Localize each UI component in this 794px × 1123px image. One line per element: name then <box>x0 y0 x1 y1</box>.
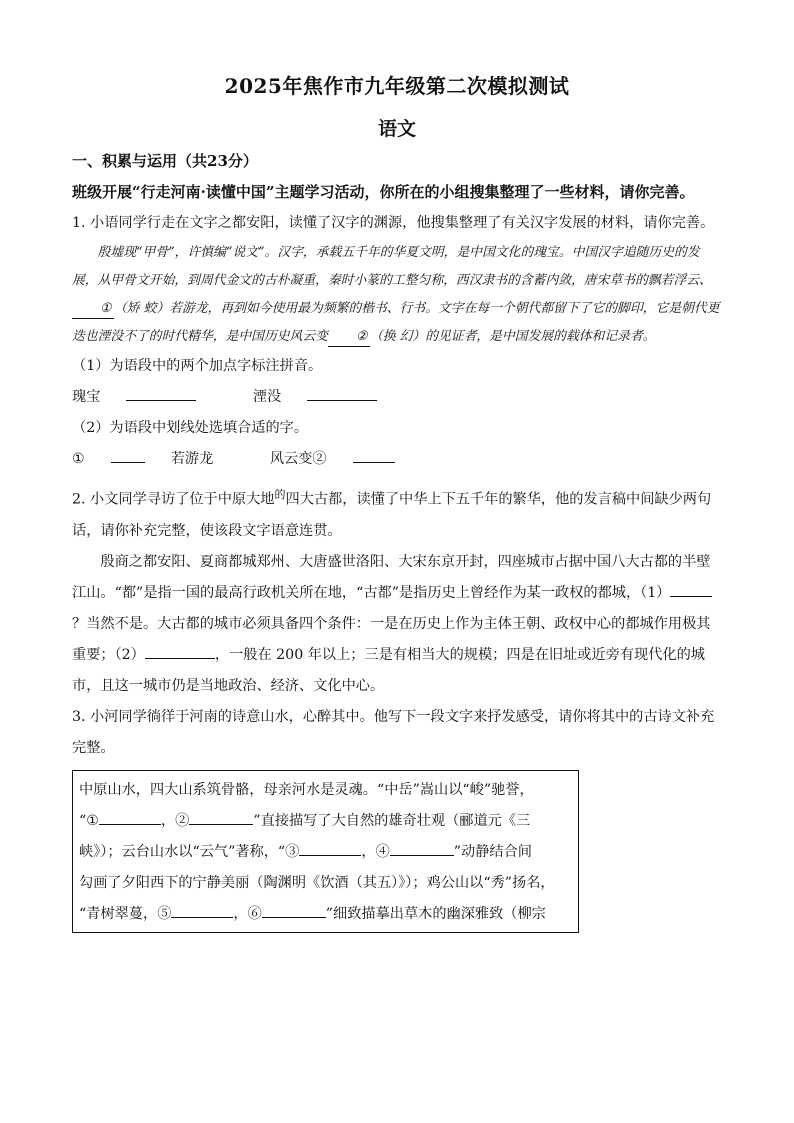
q2-stem-a: 2. 小文同学寻访了位于中原大地 <box>72 491 275 508</box>
sub-1-item-2: 湮没 <box>252 389 282 405</box>
sub-2-answers <box>72 444 724 475</box>
box-line-2-c: ”直接描写了大自然的雄奇壮观（郦道元《三 <box>253 812 531 829</box>
q2-para-b: ？当然不是。大古都的城市必须具备四个条件：一是在历史上作为主体王朝、政权中心的都城作用极其重要；（2） <box>72 615 711 663</box>
sub-2-item-2-pre: 风云变② <box>269 451 327 467</box>
box-line-5 <box>79 899 572 930</box>
section-heading: 一、积累与运用（共23分） <box>72 152 258 170</box>
passage-blank-1[interactable] <box>72 300 114 319</box>
question-2-paragraph <box>72 547 724 702</box>
pinyin-blank-1[interactable] <box>126 400 196 401</box>
q2-para-a: 殷商之都安阳、夏商都城郑州、大唐盛世洛阳、大宋东京开封，四座城市占据中国八大古都的半壁江山。“都”是指一国的最高行政机关所在地，“古都”是指历史上曾经作为某一政权的都城，（1） <box>72 553 711 601</box>
box-line-5-c: ”细致描摹出草木的幽深雅致（柳宗 <box>325 905 546 922</box>
sentence-blank-1[interactable] <box>670 596 712 597</box>
box-line-3-a: 峡》）；云台山水以“云气”著称，“③ <box>79 843 300 860</box>
sentence-blank-2[interactable] <box>145 658 215 659</box>
sub-1-answers <box>72 382 724 413</box>
box-line-2-a: “① <box>79 812 99 829</box>
poem-blank-3[interactable] <box>299 855 361 856</box>
section-intro: 班级开展“行走河南·读懂中国”主题学习活动，你所在的小组搜集整理了一些材料，请你完善。 <box>72 183 695 201</box>
box-line-1: 中原山水，四大山系筑骨骼，母亲河水是灵魂。“中岳”嵩山以“峻”驰誉， <box>79 781 534 798</box>
pinyin-blank-2[interactable] <box>307 400 377 401</box>
question-3-stem: 3. 小河同学徜徉于河南的诗意山水，心醉其中。他写下一段文字来抒发感受，请你将其中的古诗文补充完整。 <box>72 708 715 756</box>
passage-part-c: （换 幻）的见证者，是中国发展的载体和记录者。 <box>369 329 656 344</box>
sub-2-item-1-pre: ① <box>72 451 85 467</box>
box-line-3-b: ，④ <box>361 843 390 860</box>
question-2-stem <box>72 479 724 547</box>
question-1-passage <box>72 239 724 351</box>
page-title: 2025年焦作市九年级第二次模拟测试 <box>224 74 570 98</box>
q2-para-c: ，一般在 200 年以上；三是有相当大的规模；四是在旧址或近旁有现代化的城市，且这一城市仍是当地政治、经济、文化中心。 <box>72 646 705 694</box>
box-line-3 <box>79 837 572 868</box>
question-1-sub-1: （1）为语段中的两个加点字标注拼音。 <box>72 358 323 374</box>
sub-1-item-1: 瑰宝 <box>72 389 101 405</box>
char-blank-2[interactable] <box>353 462 395 463</box>
box-line-2 <box>79 806 572 837</box>
passage-part-a: 殷墟现“甲骨”，许慎编“说文”。汉字，承载五千年的华夏文明，是中国文化的瑰宝。中国汉字追随历史的发展，从甲骨文开始，到周代金文的古朴凝重，秦时小篆的工整匀称，西汉隶书的含蓄内敛，唐宋草书的飘若浮云、 <box>72 245 712 288</box>
page-subtitle: 语文 <box>377 118 416 140</box>
q2-stem-dot: 的 <box>274 488 286 501</box>
box-line-3-c: ”动静结合间 <box>453 843 532 860</box>
passage-part-b: （矫 蛟）若游龙，再到如今使用最为频繁的楷书、行书。文字在每一个朝代都留下了它的脚印，它是朝代更迭也湮没不了的时代精华，是中国历史风云变 <box>72 301 720 344</box>
box-line-5-a: “青树翠蔓，⑤ <box>79 905 172 922</box>
passage-blank-2[interactable] <box>328 328 370 347</box>
blank-1-label: ① <box>100 301 112 316</box>
poem-blank-2[interactable] <box>189 824 253 825</box>
box-line-4: 勾画了夕阳西下的宁静美丽（陶渊明《饮酒（其五）》）；鸡公山以“秀”扬名， <box>79 874 555 891</box>
sub-2-item-1-post: 若游龙 <box>170 451 214 467</box>
q2-stem-b: 四大古都，读懂了中华上下五千年的繁华，他的发言稿中间缺少两句话，请你补充完整，使该段文字语意连贯。 <box>72 491 712 539</box>
question-1-sub-2: （2）为语段中划线处选填合适的字。 <box>72 420 309 436</box>
char-blank-1[interactable] <box>111 462 145 463</box>
exam-content <box>72 146 724 933</box>
box-line-2-b: ，② <box>160 812 190 829</box>
box-line-5-b: ，⑥ <box>233 905 262 922</box>
poem-blank-4[interactable] <box>390 855 454 856</box>
poem-blank-1[interactable] <box>99 824 161 825</box>
poem-blank-6[interactable] <box>262 917 326 918</box>
question-1-stem: 1. 小语同学行走在文字之都安阳，读懂了汉字的渊源，他搜集整理了有关汉字发展的材料，请你完善。 <box>72 215 715 231</box>
blank-2-label: ② <box>355 329 368 344</box>
poetry-box <box>72 770 579 933</box>
poem-blank-5[interactable] <box>171 917 233 918</box>
